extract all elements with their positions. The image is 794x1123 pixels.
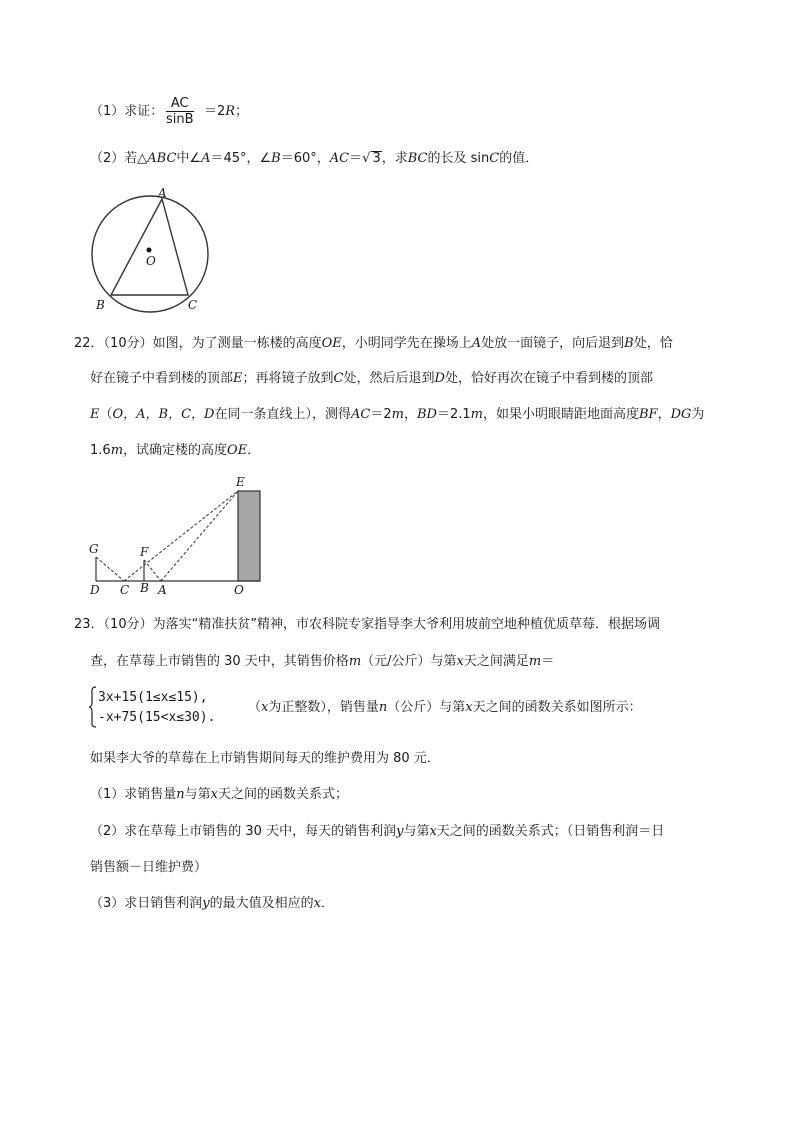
q23-line1: 23．（10分）为落实“精准扶贫”精神，市农科院专家指导李大爷利用坡前空地种植优质草莓．根据场调 [74,617,661,632]
q23-part1: （1）求销售量n与第x天之间的函数关系式； [90,787,349,802]
q23-line4: 如果李大爷的草莓在上市销售期间每天的维护费用为 80 元． [90,751,440,766]
q21-part1: （1）求证： [90,104,164,119]
q22-line4: 1.6m，试确定楼的高度OE． [90,443,261,458]
q22-line2: 好在镜子中看到楼的顶部E；再将镜子放到C处，然后后退到D处，恰好再次在镜子中看到楼的顶部 [90,371,653,386]
sqrt-sign: √ [362,151,371,166]
q21-part2: （2）若△ABC中∠A＝45°，∠B＝60°，AC＝√ 3，求BC的长及 sinC的值． [90,151,539,166]
label-c: C [120,583,130,597]
label-d: D [90,583,100,597]
label-b: B [96,298,105,312]
ray-f-a [144,560,161,581]
sqrt-radicand: 3 [372,151,381,166]
piecewise-case-1: 3x+15(1≤x≤15), [98,690,208,705]
q21-circle-figure [84,182,220,314]
ray-c-e [124,491,238,581]
fraction-denominator: sinB [166,112,194,127]
label-c: C [188,298,198,312]
q21-fraction [166,96,194,127]
triangle-abc [111,199,188,295]
q23-part2-cont: 销售额－日维护费） [90,860,208,875]
q23-part2: （2）求在草莓上市销售的 30 天中，每天的销售利润y与第x天之间的函数关系式；（日销售利润＝日 [90,824,665,839]
q23-part3: （3）求日销售利润y的最大值及相应的x． [90,896,335,911]
label-a: A [158,186,167,200]
building-oe [238,491,260,581]
fraction-numerator: AC [170,96,189,111]
label-a: A [158,583,167,597]
center-point [147,248,152,253]
ray-g-c [96,557,124,581]
label-b: B [140,581,149,595]
q21-part1-rhs: ＝2R； [204,104,249,119]
label-f: F [140,545,149,559]
ray-a-e [161,491,238,581]
label-o: O [234,583,244,597]
q22-line3: E（O，A，B，C，D在同一条直线上），测得AC＝2m，BD＝2.1m，如果小明眼睛距地面高度BF，DG为 [90,407,705,422]
piecewise-brace [88,686,98,728]
q22-line1: 22．（10分）如图，为了测量一栋楼的高度OE，小明同学先在操场上A处放一面镜子，向后退到B处，恰 [74,336,673,351]
label-e: E [236,475,245,489]
q23-line2: 查，在草莓上市销售的 30 天中，其销售价格m（元/公斤）与第x天之间满足m＝ [90,654,555,669]
q23-line3: （x为正整数），销售量n（公斤）与第x天之间的函数关系如图所示： [248,700,642,715]
q22-mirror-figure [84,474,274,598]
label-o: O [146,254,156,268]
piecewise-case-2: -x+75(15<x≤30). [98,710,216,725]
label-g: G [89,542,99,556]
